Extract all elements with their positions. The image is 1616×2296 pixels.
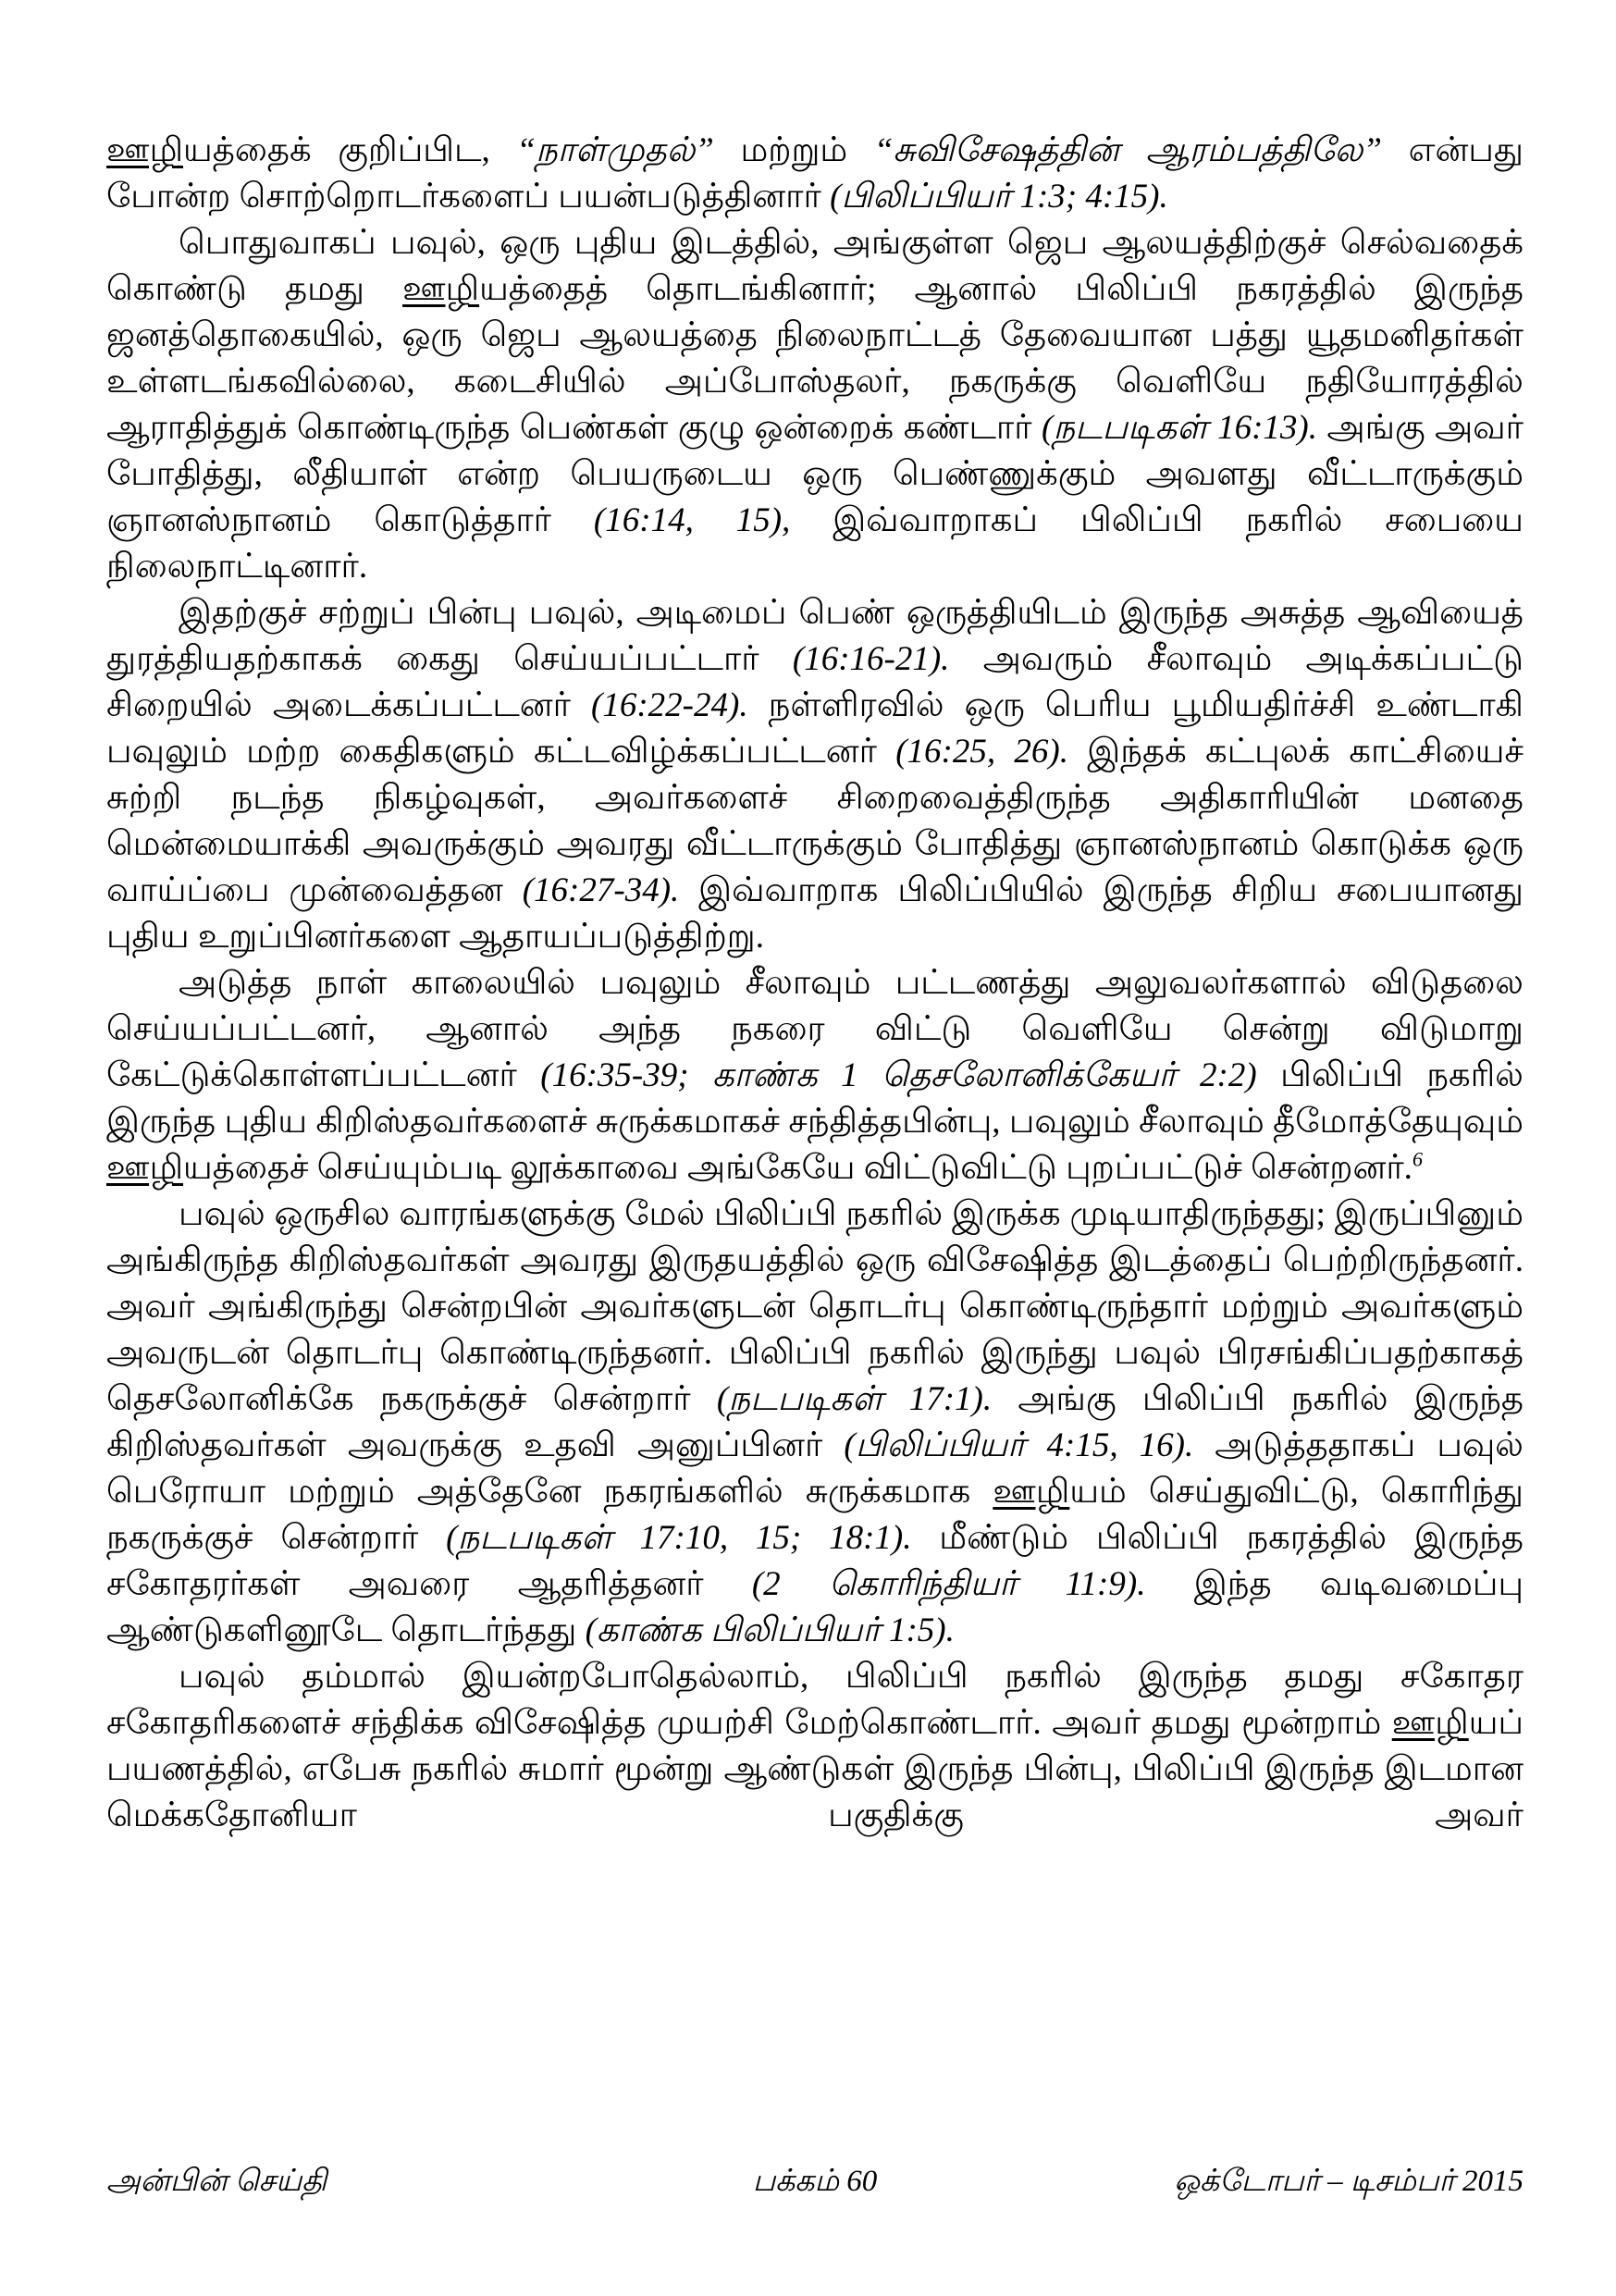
text-run: இந்தக் கட்புலக் காட்சியைச் சுற்றி நடந்த நிகழ்வுகள், அவர்களைச் சிறைவைத்திருந்த அதிகாரியின் மனதை மென்மையாக்கி அவருக்கும் அவரது வீட்டாருக்கும் போதித்து ஞானஸ்நானம் கொடுக்க ஒரு வாய்ப்பை முன்வைத்தன — [106, 733, 1523, 909]
text-run: பவுல் ஒருசில வாரங்களுக்கு மேல் பிலிப்பி நகரில் இருக்க முடியாதிருந்தது; இருப்பினும் அங்கிருந்த கிறிஸ்தவர்கள் அவரது இருதயத்தில் ஒரு விசேஷித்த இடத்தைப் பெற்றிருந்தனர். அவர் அங்கிருந்து சென்றபின் அவர்களுடன் தொடர்பு கொண்டிருந்தார் மற்றும் அவர்களும் அவருடன் தொடர்பு கொண்டிருந்தனர். பிலிப்பி நகரில் இருந்து பவுல் பிரசங்கிப்பதற்காகத் தெசலோனிக்கே நகருக்குச் சென்றார் — [106, 1195, 1523, 1418]
text-run: (பிலிப்பியர் 1:3; 4:15). — [830, 178, 1168, 216]
text-run: யம் செய்துவிட்டு, கொரிந்து நகருக்குச் சென்றார் — [106, 1473, 1523, 1557]
text-run: (காண்க பிலிப்பியர் 1:5). — [585, 1611, 955, 1649]
text-run: (2 கொரிந்தியர் 11:9). — [751, 1565, 1146, 1603]
footnote-marker: 6 — [1412, 1147, 1423, 1171]
text-run: இந்த வடிவமைப்பு ஆண்டுகளினூடே தொடர்ந்தது — [106, 1565, 1523, 1649]
text-run: (16:16-21). — [792, 640, 950, 678]
text-run: மீண்டும் பிலிப்பி நகரத்தில் இருந்த சகோதரர்கள் அவரை ஆதரித்தனர் — [106, 1519, 1523, 1603]
text-run: அவரும் சீலாவும் அடிக்கப்பட்டு சிறையில் அடைக்கப்பட்டனர் — [106, 640, 1523, 724]
text-run: நள்ளிரவில் ஒரு பெரிய பூமியதிர்ச்சி உண்டாகி பவுலும் மற்ற கைதிகளும் கட்டவிழ்க்கப்பட்டனர் — [106, 686, 1523, 771]
text-run: பவுல் தம்மால் இயன்றபோதெல்லாம், பிலிப்பி நகரில் இருந்த தமது சகோதர சகோதரிகளைச் சந்திக்க விசேஷித்த முயற்சி மேற்கொண்டார். அவர் தமது மூன்றாம் — [106, 1658, 1523, 1742]
text-run: இதற்குச் சற்றுப் பின்பு பவுல், அடிமைப் பெண் ஒருத்தியிடம் இருந்த அசுத்த ஆவியைத் துரத்தியதற்காகக் கைது செய்யப்பட்டார் — [106, 594, 1523, 678]
text-run: அங்கு அவர் போதித்து, லீதியாள் என்ற பெயருடைய ஒரு பெண்ணுக்கும் அவளது வீட்டாருக்கும் ஞானஸ்நானம் கொடுத்தார் — [106, 409, 1524, 539]
text-run: ஊழி — [106, 1149, 183, 1187]
text-run: (16:25, 26). — [895, 733, 1068, 771]
text-run: இவ்வாறாகப் பிலிப்பி நகரில் சபையை நிலைநாட்டினார். — [106, 501, 1523, 586]
paragraph — [106, 220, 1523, 590]
page-footer — [106, 2165, 1523, 2203]
text-run: (நடபடிகள் 17:1). — [716, 1380, 993, 1418]
page-number: பக்கம் 60 — [752, 2165, 878, 2198]
text-run: ஊழி — [993, 1473, 1070, 1511]
text-run: இவ்வாறாக பிலிப்பியில் இருந்த சிறிய சபையானது புதிய உறுப்பினர்களை ஆதாயப்படுத்திற்று. — [106, 871, 1524, 956]
text-run: அடுத்த நாள் காலையில் பவுலும் சீலாவும் பட்டணத்து அலுவலர்களால் விடுதலை செய்யப்பட்டனர், ஆனால் அந்த நகரை விட்டு வெளியே சென்று விடுமாறு கேட்டுக்கொள்ளப்பட்டனர் — [106, 964, 1523, 1094]
text-run: அங்கு பிலிப்பி நகரில் இருந்த கிறிஸ்தவர்கள் அவருக்கு உதவி அனுப்பினர் — [106, 1380, 1524, 1464]
text-run: (16:35-39; காண்க 1 தெசலோனிக்கேயர் 2:2) — [540, 1056, 1257, 1094]
paragraph — [106, 1654, 1523, 1839]
issue-date: ஒக்டோபர் – டிசம்பர் 2015 — [1174, 2165, 1524, 2198]
journal-title: அன்பின் செய்தி — [106, 2165, 327, 2198]
text-run: (நடபடிகள் 16:13). — [1042, 409, 1317, 447]
article-body — [106, 128, 1523, 1839]
text-run: ஊழி — [106, 131, 183, 169]
text-run: “சுவிசேஷத்தின் ஆரம்பத்திலே” — [873, 131, 1382, 169]
text-run: யத்தைச் செய்யும்படி லூக்காவை அங்கேயே விட்டுவிட்டு புறப்பட்டுச் சென்றனர். — [183, 1149, 1412, 1187]
paragraph — [106, 590, 1523, 960]
text-run: (16:27-34). — [522, 871, 680, 909]
text-run: யப் பயணத்தில், எபேசு நகரில் சுமார் மூன்று ஆண்டுகள் இருந்த பின்பு, பிலிப்பி இருந்த இடமான மெக்கதோனியா பகுதிக்கு அவர் — [106, 1704, 1523, 1834]
text-run: ஊழி — [402, 270, 480, 308]
text-run: ஊழி — [1391, 1704, 1469, 1742]
paragraph — [106, 1191, 1523, 1654]
text-run: “நாள்முதல்” — [516, 131, 714, 169]
paragraph — [106, 960, 1523, 1191]
text-run: பிலிப்பி நகரில் இருந்த புதிய கிறிஸ்தவர்களைச் சுருக்கமாகச் சந்தித்தபின்பு, பவுலும் சீலாவும் தீமோத்தேயுவும் — [106, 1056, 1524, 1141]
text-run: அடுத்ததாகப் பவுல் பெரோயா மற்றும் அத்தேனே நகரங்களில் சுருக்கமாக — [106, 1426, 1523, 1511]
text-run: (16:22-24). — [591, 686, 748, 724]
text-run: பொதுவாகப் பவுல், ஒரு புதிய இடத்தில், அங்குள்ள ஜெப ஆலயத்திற்குச் செல்வதைக் கொண்டு தமது — [106, 224, 1523, 308]
text-run: மற்றும் — [713, 131, 874, 169]
text-run: என்பது போன்ற சொற்றொடர்களைப் பயன்படுத்தினார் — [106, 131, 1523, 216]
text-run: (பிலிப்பியர் 4:15, 16). — [844, 1426, 1194, 1464]
text-run: (நடபடிகள் 17:10, 15; 18:1). — [446, 1519, 912, 1557]
paragraph — [106, 128, 1523, 220]
text-run: (16:14, 15), — [593, 501, 791, 539]
text-run: யத்தைக் குறிப்பிட, — [183, 131, 517, 169]
text-run: யத்தைத் தொடங்கினார்; ஆனால் பிலிப்பி நகரத்தில் இருந்த ஜனத்தொகையில், ஒரு ஜெப ஆலயத்தை நிலைநாட்டத் தேவையான பத்து யூதமனிதர்கள் உள்ளடங்கவில்லை, கடைசியில் அப்போஸ்தலர், நகருக்கு வெளியே நதியோரத்தில் ஆராதித்துக் கொண்டிருந்த பெண்கள் குழு ஒன்றைக் கண்டார் — [106, 270, 1523, 447]
